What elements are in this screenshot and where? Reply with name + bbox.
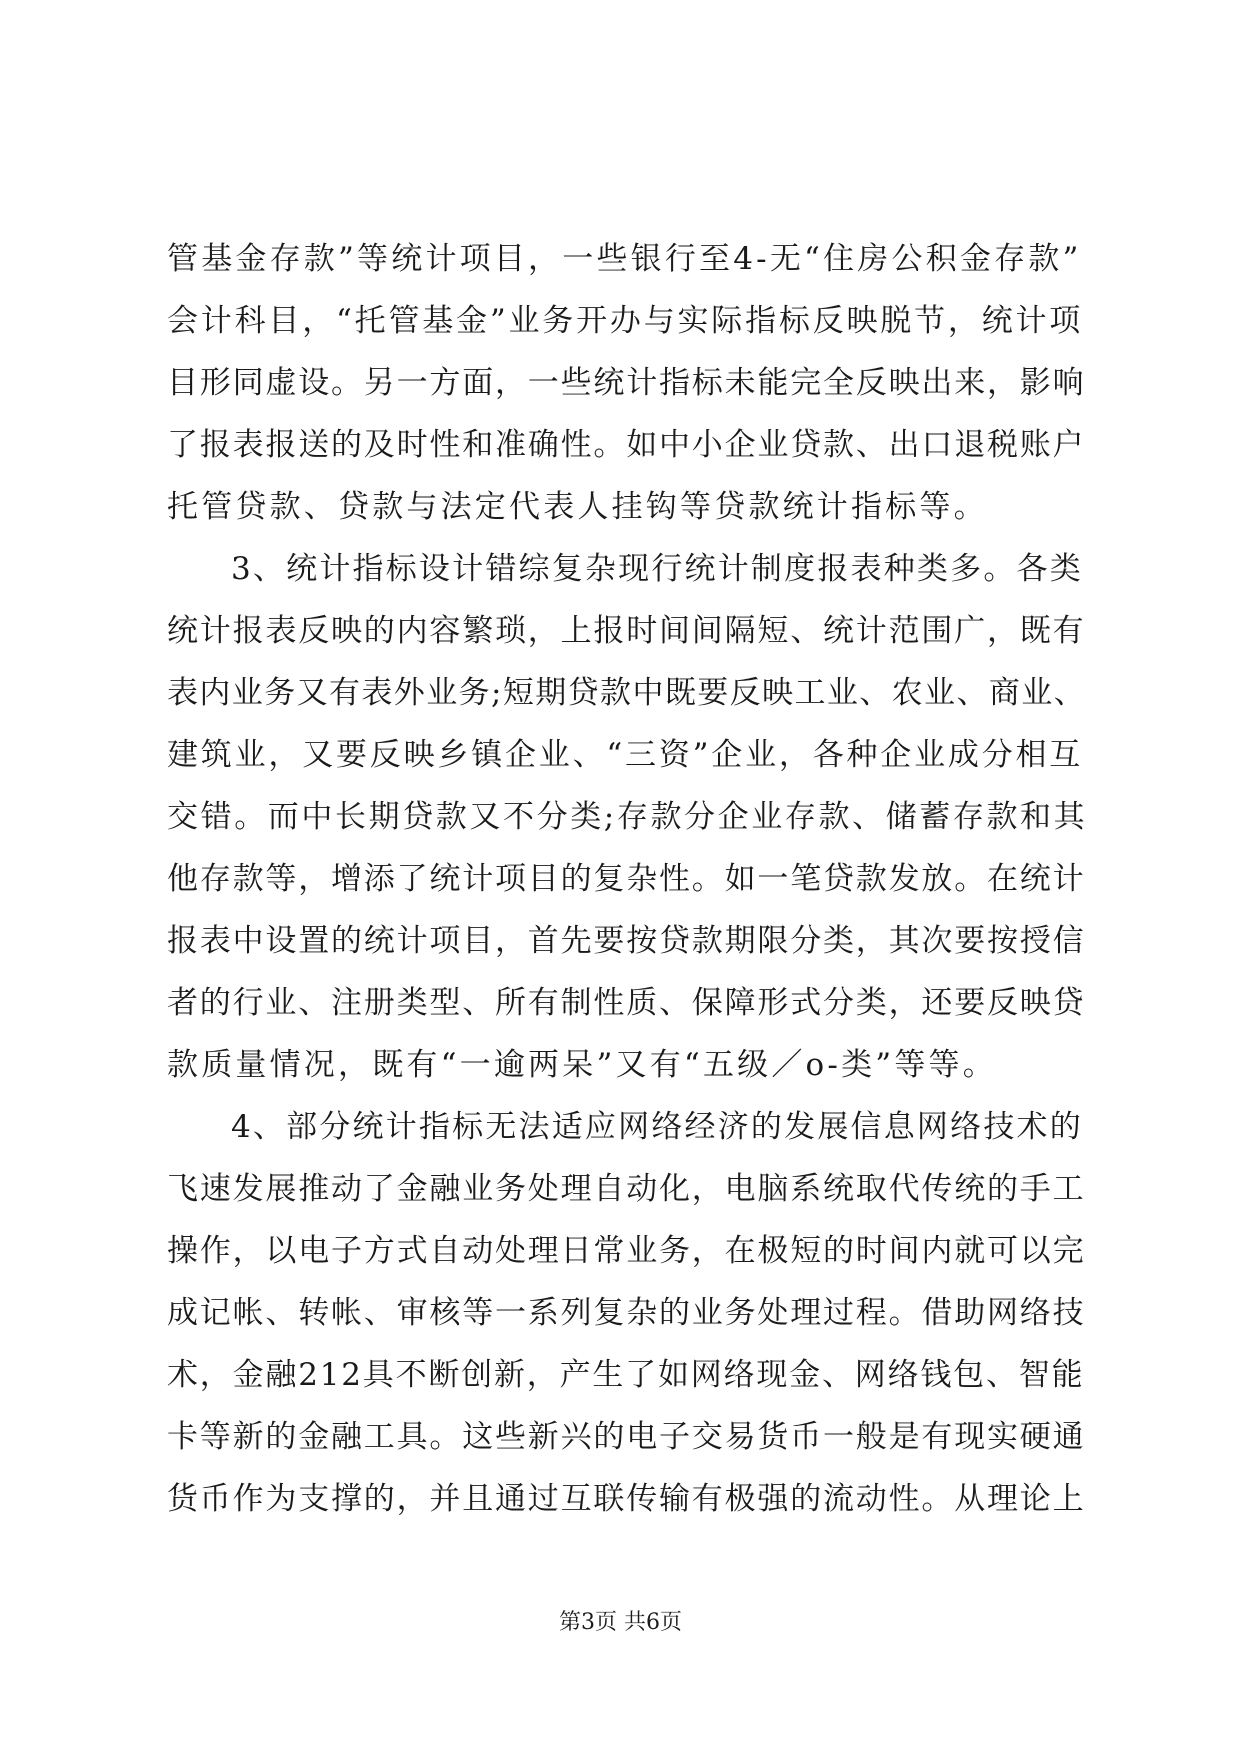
text-line: 术，金融212具不断创新，产生了如网络现金、网络钱包、智能 [167, 1357, 1085, 1393]
text-line: 表内业务又有表外业务;短期贷款中既要反映工业、农业、商业、 [167, 675, 1087, 711]
text-line: 建筑业，又要反映乡镇企业、“三资”企业，各种企业成分相互 [167, 737, 1084, 773]
body-text [167, 228, 1087, 1530]
text-line: 者的行业、注册类型、所有制性质、保障形式分类，还要反映贷 [167, 985, 1086, 1021]
text-line: 报表中设置的统计项目，首先要按贷款期限分类，其次要按授信 [167, 923, 1086, 959]
text-line: 会计科目，“托管基金”业务开办与实际指标反映脱节，统计项 [167, 303, 1084, 339]
text-line: 货币作为支撑的，并且通过互联传输有极强的流动性。从理论上 [167, 1481, 1086, 1517]
text-line: 目形同虚设。另一方面，一些统计指标未能完全反映出来，影响 [167, 365, 1086, 401]
text-line: 统计报表反映的内容繁琐，上报时间间隔短、统计范围广，既有 [167, 613, 1086, 649]
paragraph-start-line: 4、部分统计指标无法适应网络经济的发展信息网络技术的 [231, 1109, 1083, 1145]
text-line: 操作，以电子方式自动处理日常业务，在极短的时间内就可以完 [167, 1233, 1086, 1269]
text-line: 成记帐、转帐、审核等一系列复杂的业务处理过程。借助网络技 [167, 1295, 1086, 1331]
text-line: 他存款等，增添了统计项目的复杂性。如一笔贷款发放。在统计 [167, 861, 1086, 897]
text-line: 卡等新的金融工具。这些新兴的电子交易货币一般是有现实硬通 [167, 1419, 1086, 1455]
page-number-footer: 第3页 共6页 [559, 1610, 682, 1635]
text-line: 交错。而中长期贷款又不分类;存款分企业存款、储蓄存款和其 [167, 799, 1088, 835]
text-line: 了报表报送的及时性和准确性。如中小企业贷款、出口退税账户 [167, 427, 1086, 463]
text-line: 飞速发展推动了金融业务处理自动化，电脑系统取代传统的手工 [167, 1171, 1086, 1207]
paragraph-start-line: 3、统计指标设计错综复杂现行统计制度报表种类多。各类 [231, 551, 1083, 587]
text-line: 管基金存款”等统计项目，一些银行至4-无“住房公积金存款” [167, 241, 1082, 277]
text-line: 款质量情况，既有“一逾两呆”又有“五级／o-类”等等。 [167, 1047, 997, 1083]
text-line: 托管贷款、贷款与法定代表人挂钩等贷款统计指标等。 [167, 489, 988, 525]
